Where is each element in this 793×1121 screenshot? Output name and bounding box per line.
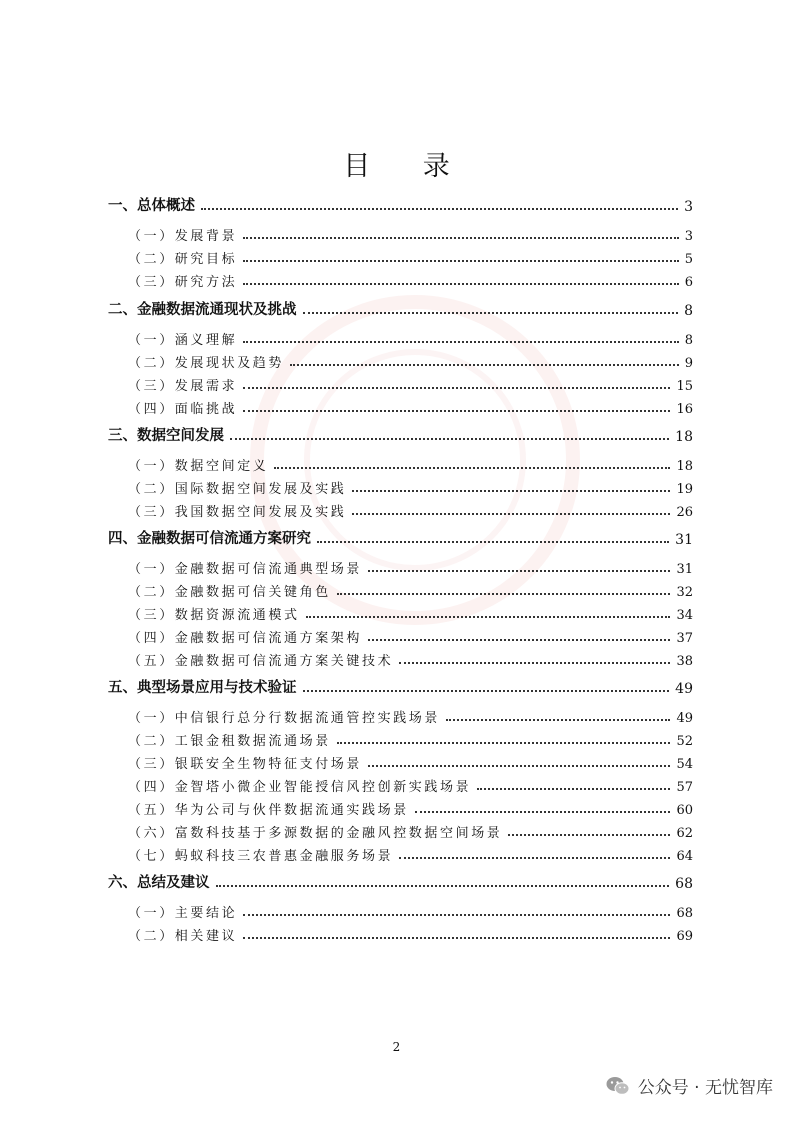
toc-entry-label: 五、典型场景应用与技术验证 xyxy=(108,680,297,696)
toc-dot-leader xyxy=(508,834,670,836)
toc-entry-page: 8 xyxy=(684,303,693,319)
toc-dot-leader xyxy=(216,885,670,887)
toc-entry-page: 31 xyxy=(675,532,693,548)
toc-section-entry xyxy=(0,372,793,394)
toc-entry-label: （三）研究方法 xyxy=(128,275,238,290)
toc-chapter-entry xyxy=(0,870,793,892)
toc-entry-label: （三）我国数据空间发展及实践 xyxy=(128,505,347,520)
toc-entry-label: （五）金融数据可信流通方案关键技术 xyxy=(128,654,394,669)
toc-entry-label: （二）金融数据可信关键角色 xyxy=(128,585,331,600)
toc-section-entry xyxy=(0,222,793,244)
toc-entry-label: 六、总结及建议 xyxy=(108,875,210,891)
page-title: 目 录 xyxy=(343,151,472,182)
toc-section-entry xyxy=(0,452,793,474)
toc-dot-leader xyxy=(399,662,670,664)
toc-section-entry xyxy=(0,796,793,818)
toc-entry-page: 32 xyxy=(676,585,693,600)
toc-entry-page: 26 xyxy=(676,505,693,520)
toc-entry-label: （七）蚂蚁科技三农普惠金融服务场景 xyxy=(128,849,394,864)
toc-dot-leader xyxy=(243,237,679,239)
wechat-icon xyxy=(606,1075,630,1097)
toc-chapter-entry xyxy=(0,526,793,548)
toc-dot-leader xyxy=(243,914,670,916)
toc-entry-page: 9 xyxy=(684,356,693,371)
toc-entry-page: 18 xyxy=(676,459,693,474)
toc-entry-label: （一）主要结论 xyxy=(128,906,238,921)
toc-entry-page: 54 xyxy=(676,757,693,772)
toc-section-entry xyxy=(0,750,793,772)
toc-entry-page: 68 xyxy=(676,906,693,921)
toc-dot-leader xyxy=(274,467,670,469)
toc-dot-leader xyxy=(230,438,669,440)
toc-entry-label: （二）国际数据空间发展及实践 xyxy=(128,482,347,497)
toc-dot-leader xyxy=(243,410,670,412)
toc-entry-page: 34 xyxy=(676,608,693,623)
toc-section-entry xyxy=(0,498,793,520)
toc-section-entry xyxy=(0,647,793,669)
toc-chapter-entry xyxy=(0,423,793,445)
toc-dot-leader xyxy=(303,690,670,692)
toc-dot-leader xyxy=(446,719,670,721)
toc-entry-label: 四、金融数据可信流通方案研究 xyxy=(108,531,311,547)
toc-section-entry xyxy=(0,578,793,600)
toc-section-entry xyxy=(0,326,793,348)
toc-section-entry xyxy=(0,395,793,417)
toc-entry-page: 38 xyxy=(676,654,693,669)
toc-entry-page: 62 xyxy=(676,826,693,841)
toc-entry-page: 64 xyxy=(676,849,693,864)
toc-entry-page: 60 xyxy=(676,803,693,818)
toc-dot-leader xyxy=(337,593,671,595)
toc-dot-leader xyxy=(368,570,670,572)
toc-dot-leader xyxy=(337,742,671,744)
toc-entry-label: （二）研究目标 xyxy=(128,252,238,267)
toc-entry-page: 52 xyxy=(676,734,693,749)
toc-entry-label: （六）富数科技基于多源数据的金融风控数据空间场景 xyxy=(128,826,503,841)
toc-entry-label: 三、数据空间发展 xyxy=(108,428,224,444)
toc-section-entry xyxy=(0,475,793,497)
toc-entry-label: （四）面临挑战 xyxy=(128,402,238,417)
toc-dot-leader xyxy=(243,937,670,939)
toc-section-entry xyxy=(0,899,793,921)
toc-section-entry xyxy=(0,819,793,841)
toc-dot-leader xyxy=(290,364,679,366)
toc-section-entry xyxy=(0,773,793,795)
toc-entry-label: 二、金融数据流通现状及挑战 xyxy=(108,302,297,318)
toc-entry-label: 一、总体概述 xyxy=(108,198,195,214)
toc-entry-label: （一）涵义理解 xyxy=(128,333,238,348)
toc-entry-label: （一）数据空间定义 xyxy=(128,459,269,474)
toc-section-entry xyxy=(0,349,793,371)
toc-entry-page: 5 xyxy=(684,252,693,267)
toc-entry-label: （二）发展现状及趋势 xyxy=(128,356,285,371)
toc-dot-leader xyxy=(303,312,679,314)
toc-chapter-entry xyxy=(0,675,793,697)
toc-section-entry xyxy=(0,268,793,290)
toc-section-entry xyxy=(0,555,793,577)
toc-entry-page: 6 xyxy=(684,275,693,290)
toc-entry-label: （五）华为公司与伙伴数据流通实践场景 xyxy=(128,803,409,818)
page-number: 2 xyxy=(392,1040,401,1054)
toc-dot-leader xyxy=(306,616,671,618)
toc-entry-page: 37 xyxy=(676,631,693,646)
wechat-watermark xyxy=(606,1073,773,1098)
toc-dot-leader xyxy=(243,283,679,285)
toc-entry-label: （四）金融数据可信流通方案架构 xyxy=(128,631,363,646)
toc-dot-leader xyxy=(243,260,679,262)
toc-entry-page: 3 xyxy=(684,199,693,215)
toc-section-entry xyxy=(0,842,793,864)
toc-entry-page: 19 xyxy=(676,482,693,497)
toc-entry-page: 57 xyxy=(676,780,693,795)
toc-entry-label: （三）银联安全生物特征支付场景 xyxy=(128,757,363,772)
toc-entry-page: 49 xyxy=(676,711,693,726)
toc-entry-label: （三）数据资源流通模式 xyxy=(128,608,300,623)
toc-entry-page: 18 xyxy=(675,429,693,445)
toc-entry-label: （三）发展需求 xyxy=(128,379,238,394)
toc-entry-page: 31 xyxy=(676,562,693,577)
toc-entry-page: 16 xyxy=(676,402,693,417)
toc-section-entry xyxy=(0,922,793,944)
toc-dot-leader xyxy=(368,765,670,767)
toc-dot-leader xyxy=(399,857,670,859)
toc-entry-label: （四）金智塔小微企业智能授信风控创新实践场景 xyxy=(128,780,472,795)
toc-section-entry xyxy=(0,245,793,267)
toc-entry-label: （二）相关建议 xyxy=(128,929,238,944)
toc-chapter-entry xyxy=(0,193,793,215)
toc-entry-label: （一）金融数据可信流通典型场景 xyxy=(128,562,363,577)
toc-dot-leader xyxy=(477,788,670,790)
toc-chapter-entry xyxy=(0,297,793,319)
toc-entry-label: （一）发展背景 xyxy=(128,229,238,244)
toc-entry-page: 69 xyxy=(676,929,693,944)
toc-dot-leader xyxy=(243,387,670,389)
toc-entry-page: 3 xyxy=(684,229,693,244)
toc-entry-page: 8 xyxy=(684,333,693,348)
toc-dot-leader xyxy=(352,513,670,515)
toc-dot-leader xyxy=(352,490,670,492)
toc-section-entry xyxy=(0,727,793,749)
wechat-brand-text: 公众号 · 无忧智库 xyxy=(637,1078,773,1098)
toc-entry-label: （二）工银金租数据流通场景 xyxy=(128,734,331,749)
toc-dot-leader xyxy=(317,541,669,543)
toc-dot-leader xyxy=(415,811,671,813)
toc-dot-leader xyxy=(201,208,678,210)
toc-entry-label: （一）中信银行总分行数据流通管控实践场景 xyxy=(128,711,441,726)
toc-entry-page: 15 xyxy=(676,379,693,394)
toc-dot-leader xyxy=(243,341,679,343)
toc-entry-page: 68 xyxy=(675,876,693,892)
toc-entry-page: 49 xyxy=(675,681,693,697)
toc-section-entry xyxy=(0,704,793,726)
toc-dot-leader xyxy=(368,639,670,641)
toc-section-entry xyxy=(0,624,793,646)
toc-section-entry xyxy=(0,601,793,623)
